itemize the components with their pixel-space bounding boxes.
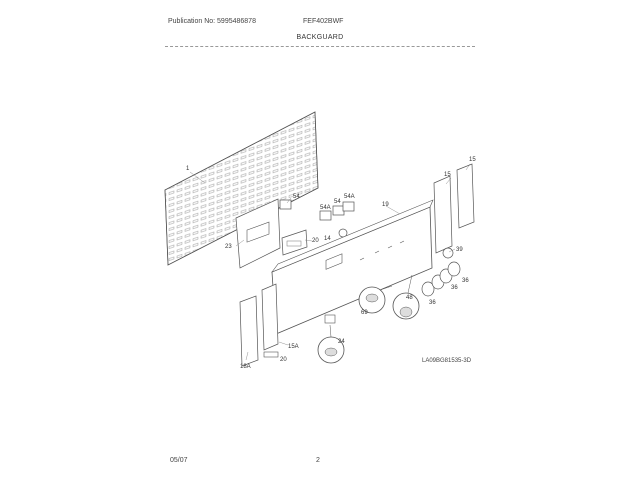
- callout-19: 19: [382, 202, 389, 208]
- callout-23: 23: [225, 244, 232, 250]
- callout-15a: 15A: [288, 344, 299, 350]
- callout-18a: 18A: [240, 364, 251, 370]
- model-number: FEF402BWF: [303, 18, 344, 25]
- right-end-cap: [434, 164, 474, 253]
- callout-69: 69: [361, 310, 368, 316]
- callout-36: 36: [462, 278, 469, 284]
- callout-24: 24: [338, 339, 345, 345]
- page-number: 2: [316, 457, 320, 464]
- callout-20-b: 20: [280, 357, 287, 363]
- drawing-code: LA09BG81535-3D: [422, 358, 472, 364]
- infinite-switches: [280, 200, 354, 237]
- callout-1: 1: [186, 166, 190, 172]
- left-end-cap: [240, 284, 278, 366]
- callout-15: 15: [444, 172, 451, 178]
- callout-15-b: 15: [469, 157, 476, 163]
- section-title: BACKGUARD: [296, 34, 344, 41]
- callout-54a: 54A: [320, 205, 331, 211]
- footer-date: 05/07: [170, 457, 188, 464]
- callout-20: 20: [312, 238, 319, 244]
- callout-39: 39: [456, 247, 463, 253]
- callout-36-b: 36: [451, 285, 458, 291]
- callout-48: 48: [406, 295, 413, 301]
- callout-54: 54: [293, 194, 300, 200]
- callout-54a-b: 54A: [344, 194, 355, 200]
- electronic-control: [282, 230, 307, 255]
- callout-36-c: 36: [429, 300, 436, 306]
- publication-number: Publication No: 5995486878: [168, 18, 256, 25]
- callout-54-b: 54: [334, 199, 341, 205]
- callout-14: 14: [324, 236, 331, 242]
